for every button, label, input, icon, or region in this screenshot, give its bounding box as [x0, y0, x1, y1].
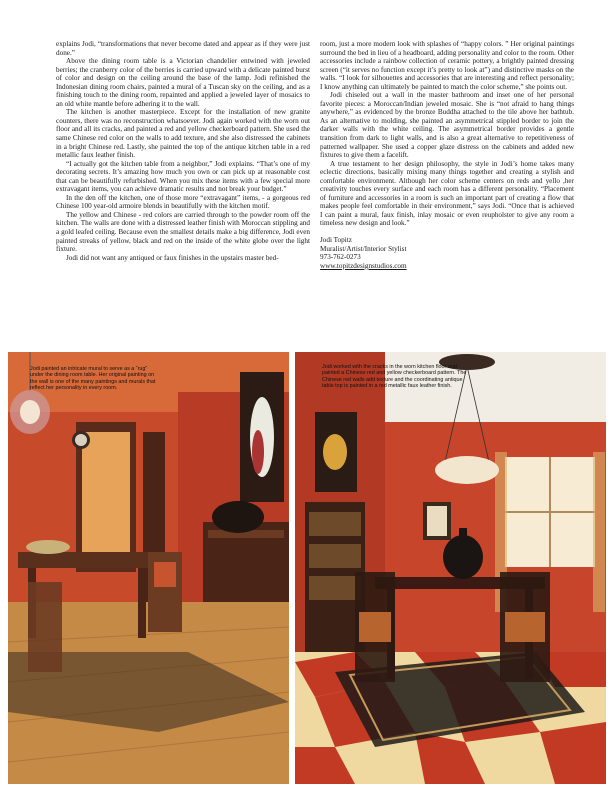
article-paragraph: The yellow and Chinese - red colors are carried through to the powder room off the kitchen. The walls are done with a distressed leather finish with Moroccan stippling and a gold leafed ceiling. Because even the smallest details make a big difference, Jodi even painted streaks of yellow, black and red on the inside of the white globe over the light fixture. — [56, 210, 310, 254]
article-paragraph: A true testament to her design philosophy, the style in Jodi’s home takes many eclectic directions, basically mixing many things together and creating a stylish and comfortable environment. Although her color scheme centers on reds and yello ,her creativity touches every surface and each room has a different personality. “Placement of furniture and accessories in a room is such an important part of creating a flow that makes people feel comfortable in their environment,” says Jodi. “Once that is achieved I can paint a mural, faux finish, inlay mosaic or even reupholster to give any room a timeless new design and look.” — [320, 159, 574, 228]
article-paragraph: Jodi chiseled out a wall in the master bathroom and inset one of her personal favorite pieces: a Moroccan/Indian jeweled mosaic. She is “not afraid to hang things anywhere,” as evidenced by the bronze Buddha attached to the tile above her bathtub. As an alternative to molding, she painted an asymmetrical stippled border to join the darker walls with the white ceiling. The asymmetrical border provides a gentle transition from dark to light walls, and is also a great alternative to repetitiveness of patterned wallpaper. She used a copper glaze distress on the cabinets and added new fixtures to give them a facelift. — [320, 91, 574, 160]
author-phone: 973-762-0273 — [320, 253, 361, 262]
author-name: Jodi Topitz — [320, 236, 352, 245]
author-signature — [320, 236, 574, 270]
article-paragraph: In the den off the kitchen, one of those more “extravagant” items, - a gorgeous red Chinese 100 year-old armoire blends in beautifully with the kitchen motif. — [56, 193, 310, 211]
article-column-left — [56, 40, 310, 262]
dining-room-photo — [8, 352, 289, 784]
article-paragraph: room, just a more modern look with splashes of “happy colors. ” Her original paintings surround the bed in lieu of a headboard, adding personality and color to the room. Other accessories include a rainbow collection of ceramic pottery, a brightly painted dressing screen (“it serves no function except it’s pretty to look at”) and distinctive masks on the walls. “I look for silhouettes and accessories that are interesting and reflect personality; I know anything can ultimately be painted to match the color scheme,” she points out. — [320, 40, 574, 91]
article-paragraph: The kitchen is another masterpiece. Except for the installation of new granite counters, there was no reconstruction whatsoever. Jodi again worked with the worn out floor and all its cracks, and painted a red and yellow checkerboard pattern. She used the same Chinese red color on the walls to add texture, and she also distressed the cabinets in a bright Chinese red. Lastly, she painted the top of the antique kitchen table in a red metallic faux leather finish. — [56, 108, 310, 160]
article-paragraph: explains Jodi, “transformations that never become dated and appear as if they were just done.” — [56, 40, 310, 57]
author-website-link[interactable]: www.topitzdesignstudios.com — [320, 261, 407, 270]
photo-caption-kitchen: Jodi worked with the cracks in the worn kitchen floor and painted a Chinese red and yellow checkerboard pattern. The Chinese red walls add texture and the coordinating antique table top is painted in a red metallic faux leather finish. — [322, 364, 467, 390]
photo-caption-dining-room: Jodi painted an intricate mural to serve as a “rug” under the dining room table. Her original painting on the wall is one of the many paintings and murals that reflect her personality in every room. — [30, 366, 156, 392]
author-title: Muralist/Artist/Interior Stylist — [320, 244, 407, 253]
article-paragraph: Above the dining room table is a Victorian chandelier entwined with jeweled berries; the cranberry color of the berries is carried upward with a delicate painted burst of color and design on the ceiling around the base of the lamp. Jodi refinished the Indonesian dining room chairs, painted a mural of a Tuscan sky on the ceiling, and as a finishing touch to the dining room, repainted and applied a jeweled layer of mosaics to an old white mantle before adhering it to the wall. — [56, 57, 310, 108]
article-paragraph: Jodi did not want any antiqued or faux finishes in the upstairs master bed- — [66, 253, 279, 262]
kitchen-photo — [295, 352, 606, 784]
article-column-right — [320, 40, 574, 270]
article-paragraph: “I actually got the kitchen table from a neighbor,” Jodi explains. “That’s one of my decorating secrets. It’s amazing how much you own or can pick up at reasonable cost that can be beautifully refurbished. When you mix these items with a few special more extravagant items, you can achieve dramatic results and not break your budget.” — [56, 159, 310, 194]
